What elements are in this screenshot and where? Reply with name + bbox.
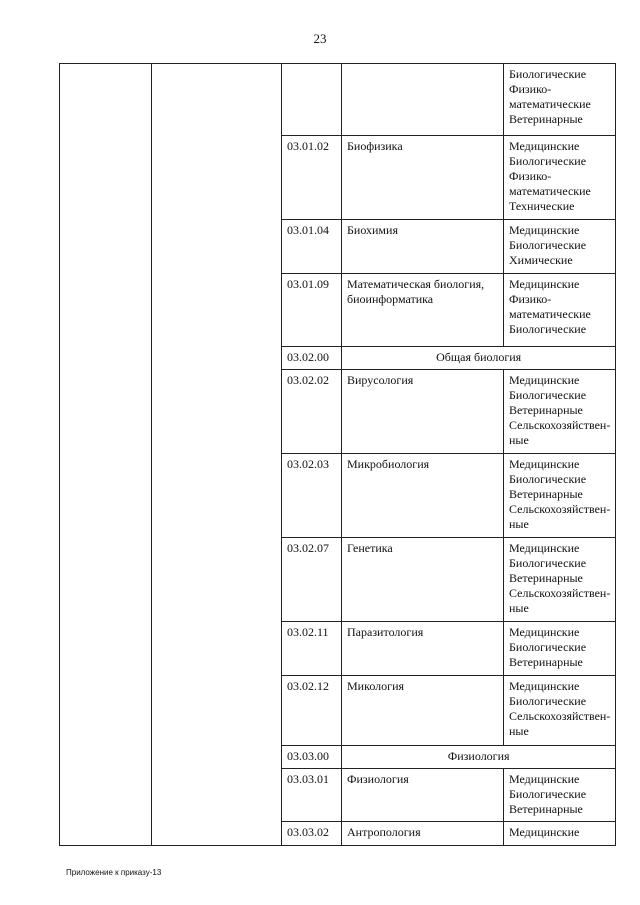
science-branch: Сельскохозяйствен- [509, 586, 611, 600]
specialty-table [59, 63, 616, 846]
specialty-code: 03.02.11 [282, 622, 342, 676]
science-branches [504, 822, 616, 846]
footer-note: Приложение к приказу-13 [66, 868, 162, 877]
science-branch: Ветеринарные [509, 112, 583, 126]
specialty-code: 03.02.07 [282, 538, 342, 622]
specialty-name: Микробиология [342, 454, 504, 538]
specialty-name: Вирусология [342, 370, 504, 454]
specialty-code: 03.03.00 [282, 746, 342, 769]
science-branch: Медицинские [509, 679, 580, 693]
science-branch: ные [509, 433, 529, 447]
science-branch: Медицинские [509, 277, 580, 291]
blank-column-2 [152, 64, 282, 846]
science-branch: Медицинские [509, 825, 580, 839]
science-branch: Медицинские [509, 625, 580, 639]
science-branches [504, 64, 616, 136]
science-branch: математические [509, 97, 591, 111]
science-branch: Сельскохозяйствен- [509, 502, 611, 516]
science-branch: Биологические [509, 67, 587, 81]
science-branches [504, 136, 616, 220]
specialty-code [282, 64, 342, 136]
science-branches [504, 220, 616, 274]
specialty-name: Антропология [342, 822, 504, 846]
science-branch: Медицинские [509, 772, 580, 786]
science-branch: Биологические [509, 472, 587, 486]
science-branch: ные [509, 517, 529, 531]
group-title: Общая биология [342, 347, 616, 370]
science-branch: Сельскохозяйствен- [509, 418, 611, 432]
science-branch: Биологические [509, 787, 587, 801]
group-title: Физиология [342, 746, 616, 769]
specialty-code: 03.02.12 [282, 676, 342, 746]
specialty-name: Биохимия [342, 220, 504, 274]
specialty-name: Математическая биология, биоинформатика [342, 274, 504, 347]
page-number: 23 [313, 31, 327, 46]
blank-column-1 [60, 64, 152, 846]
science-branch: Биологические [509, 694, 587, 708]
science-branch: Ветеринарные [509, 802, 583, 816]
science-branch: Технические [509, 199, 575, 213]
specialty-code: 03.01.09 [282, 274, 342, 347]
specialty-name: Физиология [342, 769, 504, 822]
science-branch: Физико- [509, 169, 552, 183]
science-branches [504, 769, 616, 822]
science-branches [504, 622, 616, 676]
science-branch: Биологические [509, 154, 587, 168]
science-branch: Ветеринарные [509, 403, 583, 417]
specialty-name: Микология [342, 676, 504, 746]
science-branch: Биологические [509, 556, 587, 570]
specialty-name: Биофизика [342, 136, 504, 220]
science-branches [504, 370, 616, 454]
specialty-code: 03.03.01 [282, 769, 342, 822]
science-branch: Сельскохозяйствен- [509, 709, 611, 723]
science-branches [504, 676, 616, 746]
science-branch: Ветеринарные [509, 655, 583, 669]
science-branch: Медицинские [509, 139, 580, 153]
science-branch: Биологические [509, 238, 587, 252]
science-branch: Медицинские [509, 223, 580, 237]
science-branches [504, 274, 616, 347]
specialty-code: 03.02.00 [282, 347, 342, 370]
science-branch: Физико- [509, 82, 552, 96]
science-branch: Медицинские [509, 373, 580, 387]
science-branch: математические [509, 307, 591, 321]
specialty-name [342, 64, 504, 136]
science-branch: Химические [509, 253, 573, 267]
specialty-name: Паразитология [342, 622, 504, 676]
science-branch: Биологические [509, 388, 587, 402]
science-branches [504, 454, 616, 538]
specialty-name: Генетика [342, 538, 504, 622]
science-branch: Медицинские [509, 457, 580, 471]
science-branch: Медицинские [509, 541, 580, 555]
specialty-code: 03.01.02 [282, 136, 342, 220]
science-branch: математические [509, 184, 591, 198]
science-branch: Ветеринарные [509, 487, 583, 501]
science-branch: Ветеринарные [509, 571, 583, 585]
science-branch: ные [509, 724, 529, 738]
specialty-code: 03.02.02 [282, 370, 342, 454]
science-branch: Биологические [509, 640, 587, 654]
science-branch: Биологические [509, 322, 587, 336]
table-row [60, 64, 616, 136]
specialty-code: 03.03.02 [282, 822, 342, 846]
specialty-code: 03.02.03 [282, 454, 342, 538]
science-branch: Физико- [509, 292, 552, 306]
science-branch: ные [509, 601, 529, 615]
science-branches [504, 538, 616, 622]
specialty-code: 03.01.04 [282, 220, 342, 274]
